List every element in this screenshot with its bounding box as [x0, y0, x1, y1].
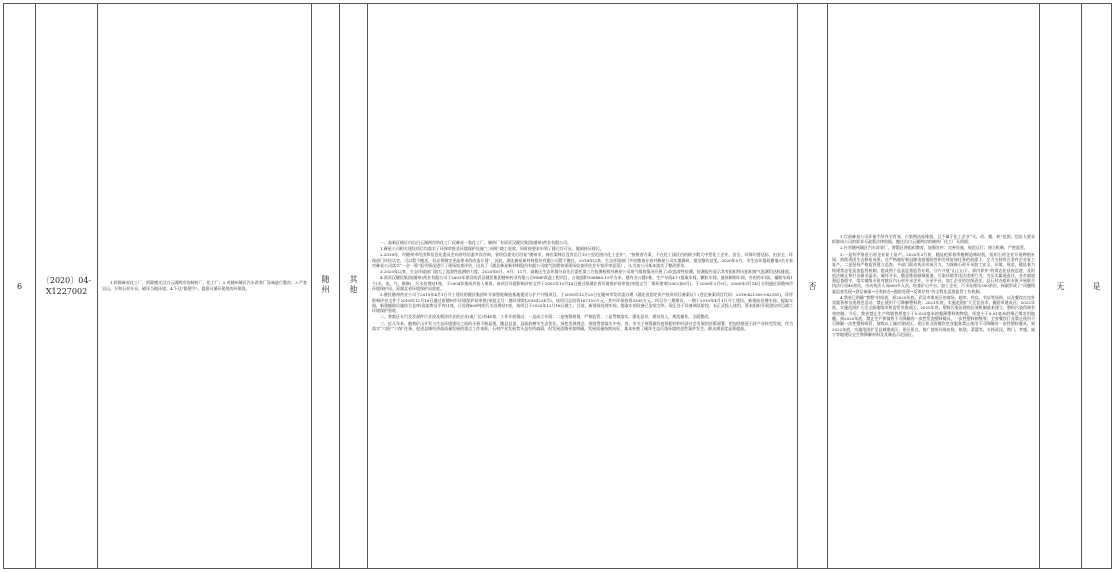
punish-text: 无: [1056, 281, 1065, 291]
findings-paragraph: 1.犇星公司相关建设项目均落实了环保审批及环境保护设施“三同时”竣工验收，同时按要求申领了排污许可证，做到持证排污。: [380, 246, 604, 252]
code-cell: [36, 4, 98, 569]
rectification-paragraph: 2.针对随州城区汽车改装厂，曾都区将组织教育、加强宣传；完善设施、规范运行；建立机制、严密监管。: [840, 245, 1028, 251]
findings-paragraph: 2.2018年，经随州市经济和信息化委员会向省经信委多次咨询，省经信委先后回复“随州市，神农架林区没有沿江15公里范围内化工企业”，“按照省方案，不在化工园区内的极少数大中型化工企业，安全、环保均要达标，由安全、环保部门评估认定，可以暂不搬迁，但必须制定更高要求的改造计划”，因此，湖北犇星新材料股份有限公司暂不搬迁。2018年以来，生态环境部门多次邀请专家对犇星公司实地调研，提出整改意见。2020年5月，市生态环境局邀请3名专家对犇星公司落实“一企一策”报告情况进行了现场检查评估，出具了《湖北犇星新材料股份有限公司废气治理效果现场检查评估会专家评审意见》，认为该公司基本落实了整改要求。: [372, 252, 793, 268]
problem-text: 1.拆除犇星化工厂，拆除搬迁沿白云湖两岸的制药厂、化工厂；2.对随州城区汽车改装厂异味进行整治；3.严查吴山、万和石材开采，破坏当地环境；4.下达"限塑令"，提倡可循环使用的环保袋。: [102, 280, 307, 291]
rectification-paragraph: 1.目前犇星公司环保手续齐全有效，污染物达标排放，且不属于化工企业“关、改、搬、转”范围，信访人要求拆除该公司的诉求无政策法律依据，搬迁沿白云湖两岸的制药厂化工厂无依据；: [832, 233, 1035, 245]
punish-cell: [1040, 4, 1082, 569]
findings-paragraph: 3.2020年以来，生态环境部门加大了监督性监测的力度，2020年6月、9月、11月，高新区生态环境分局先后委托第三方检测机构对犇星公司废气排放情况开展了3次监督性检测，检测报告显示其有组织和无组织废气监测均达标排放。: [380, 269, 793, 275]
findings-cell: [368, 4, 798, 569]
case-code: 〔2020〕04-X1227002: [41, 276, 92, 296]
seq-cell: [4, 4, 36, 569]
rectification-paragraph: 4.我省已明确“禁塑”时间表，到2020年底，武汉市建成区的商场、超市、药店、书店等场所，以及餐饮打包外卖服务和各类展会活动，禁止使用不可降解塑料袋；2021年底，实施范围扩大至宜昌市、襄阳市建成区；2022年底，实施范围扩大至全部地级市和直管市建成区；2025年底，塑料污染治理的长效机制基本建立，塑料污染得到有效控制。今后，我省禁止生产和销售厚度小于0.025毫米的超薄塑料购物袋、厚度小于0.01毫米的聚乙烯农用地膜。到2020年底，禁止生产和销售不可降解的一次性发泡塑料餐具、一次性塑料棉签等；全省餐饮行业禁止使用不可降解一次性塑料吸管，地级以上城市建成区、景区景点的餐饮堂食服务禁止使用不可降解的一次性塑料餐具。到2022年底，实施范围扩至县城建成区、景区景点，推广使用环保布袋、纸袋、菜篮等。支持武汉、荆门、孝感、咸宁等地建设全生物降解材料及其制品示范园区。: [832, 294, 1035, 337]
verified-cell: [798, 4, 828, 569]
city-cell: [312, 4, 340, 569]
problem-cell: [98, 4, 312, 569]
closed-cell: [1082, 4, 1112, 569]
seq-number: 6: [16, 281, 23, 291]
findings-paragraph: 三、近几年来，随着矿山开发与生态环境建设之间的矛盾不断显现，随县县委、县政府树牢生态优先、绿色发展理念，围绕贯彻落实中央、省、市关于统筹做好疫情防控和经济社会发展的决策部署，把加快推进石材产业转型发展，作为落实“六稳”“六保”任务，促进县域经济高质量发展的重点工作来抓，石材产业发展势头虽有所减弱，但发展思路更加明确，发展质量持续向好，基本杜绝了破坏生态污染环境的恶性案件发生，群众满意度显著提高。: [372, 320, 793, 331]
city-text: 随州: [321, 274, 330, 295]
table-row: [4, 4, 1112, 569]
closed-text: 是: [1092, 281, 1101, 291]
rectification-paragraph: 3.一是有序推进石材企业复工复产。2020年3月初，随县抢抓春季植树造林时机，组织石材企业开展种植补绿，持续巩固生态修复成果。在严格做好新冠肺炎疫情防控和完成复绿任务的前提下，全力支持符合条件企业复工复产。二是坚持严格监管建立巡查、多部门联动执法形成合力。为保障石材开采加工安全、环境、规范，随县着力构建常态化巡查监管机制，组成两个县直巡查监管专班，分片开展“山上山下、界内界外”的常态化昼夜巡逻，及时依法制止和打击偷采盗采、破坏开采、随意堆放倾倒废渣、污染环境等违法违规行为。为压实属地责任，各乡镇加强巡查值守，落实镇级专班对辖区内石材开采企业、开采平台、加工企业的包保责任。县石材办组织专班开展联合执法行动40余次，出动执法人员600多人次，检查矿山平台、加工企业、污水处理站300余次，探索形成了“问题线索巡查发现→登记备案→分类转办→跟踪处理→反馈存档”的全程化巡查监管工作机制。: [832, 251, 1035, 294]
rectification-cell: [828, 4, 1040, 569]
verified-text: 否: [808, 281, 817, 291]
findings-paragraph: 二、曾都区专汽及零部件行业涉及喷涂作业的企业(或厂区)有40家，工作开展情况：一是成立专班；二是统筹规划，严格监管；三是贯彻落实，强化意识，建设投入，规范操作，全面整改。: [380, 314, 713, 320]
findings-paragraph: 5.健民随州药业公司于2019年4月1日开工建设的健民集团叶开泰智能制造基地建设与扩产升级项目，于2018年12月25日在随州市发改委办理《湖北省固定资产投资项目备案证》(登记备案项目代码：2018-421300-082181)，环评影响评价文件于2018年12月18日通过原随州市环境保护局审批(审批文号：随环建审[2016]224号)。该项目总投资167153万元，其中环保投资3395万元。项目分三期建设，一期于2019年4月1日开工建设，新建前处理车间、提取车间、新建辅助设施综合仓库(高架库及平库)1座，日处理800吨的污水处理站1座，该项目于2020年12月16日竣工。目前，新建前处理车间、提取车间设备已安装完毕，现正处于设备调试阶段，未正式投入使用，暂未组织开展建设项目竣工环境保护验收。: [372, 292, 793, 314]
petition-table: [3, 3, 1112, 569]
findings-paragraph: 4.原武汉健民集团(随州)药业有限公司于2003年建设的武汉健民集团随州药业有限公司GMP改造工程项目，占地面积108480.19平方米，建有办公楼1栋、生产车间4个(提取车间，颗粒车间，液体制剂车间，外用药车间)，辅助车间1个(水、电、气、维修)，污水处理站1座，于2004年建成并投入使用。该项目环境影响评价文件于2002年10月14日通过原湖北省环境保护局审批(审批文号：鄂环建审[2002]58号)，于2006年3月9日、2006年3月14日分别通过原随州市环境保护局、原湖北省环境保护局验收。: [372, 275, 793, 291]
category-cell: [340, 4, 368, 569]
document-page: [3, 3, 1111, 569]
findings-paragraph: 一、高新区辖区内沿白云湖两岸的化工厂仅犇星一家化工厂，制药厂有原武汉健民集团(随州)药业有限公司。: [380, 239, 572, 245]
category-text: 其他: [349, 274, 358, 295]
